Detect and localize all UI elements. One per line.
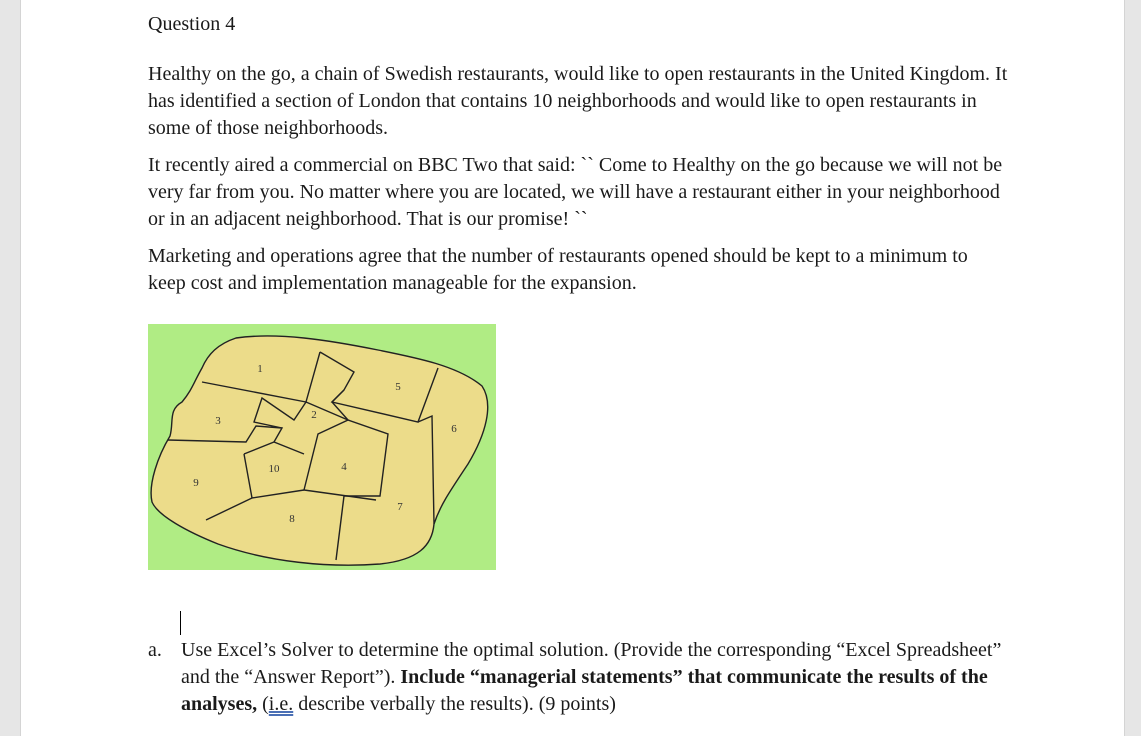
item-a-ie-text: i.e. (268, 693, 294, 715)
list-marker: a. (148, 639, 162, 661)
question-title: Question 4 (148, 13, 236, 35)
neighborhood-label-9: 9 (193, 477, 199, 489)
paragraph-commercial: It recently aired a commercial on BBC Two that said: `` Come to Healthy on the go because we will not be very far from you. No matter where you are located, we will have a restaurant either in your neighborhood or in an adjacent neighborhood. That is our promise! `` (148, 154, 1003, 230)
list-item-text: Use Excel’s Solver to determine the optimal solution. (Provide the corresponding “Excel Spreadsheet” and the “Answer Report”). Include “managerial statements” that communicate the results of the analyses, (i.e. describe verbally the results). (9 points) (181, 639, 1002, 715)
neighborhood-label-3: 3 (215, 415, 221, 427)
neighborhood-label-6: 6 (451, 423, 457, 435)
neighborhood-map (148, 324, 496, 570)
neighborhood-label-1: 1 (257, 363, 263, 375)
text-cursor (180, 611, 181, 635)
item-a-plain-text: Use Excel’s Solver to determine the optimal solution. (Provide the corresponding “Excel Spreadsheet” and the “Answer Report”). (181, 639, 1002, 688)
neighborhood-label-8: 8 (289, 513, 295, 525)
item-a-tail-text: describe verbally the results). (9 points) (298, 693, 616, 715)
neighborhood-label-5: 5 (395, 381, 401, 393)
neighborhood-label-4: 4 (341, 461, 347, 473)
neighborhood-label-2: 2 (311, 409, 317, 421)
neighborhood-label-7: 7 (397, 501, 403, 513)
paragraph-marketing: Marketing and operations agree that the number of restaurants opened should be kept to a minimum to keep cost and implementation manageable for the expansion. (148, 245, 968, 294)
item-a-bold-text: Include “managerial statements” that communicate the results of the analyses, (181, 666, 988, 715)
paragraph-intro: Healthy on the go, a chain of Swedish restaurants, would like to open restaurants in the United Kingdom. It has identified a section of London that contains 10 neighborhoods and would like to open restaurants in some of those neighborhoods. (148, 63, 1008, 139)
neighborhood-label-10: 10 (268, 463, 280, 475)
document-page (20, 0, 1125, 736)
